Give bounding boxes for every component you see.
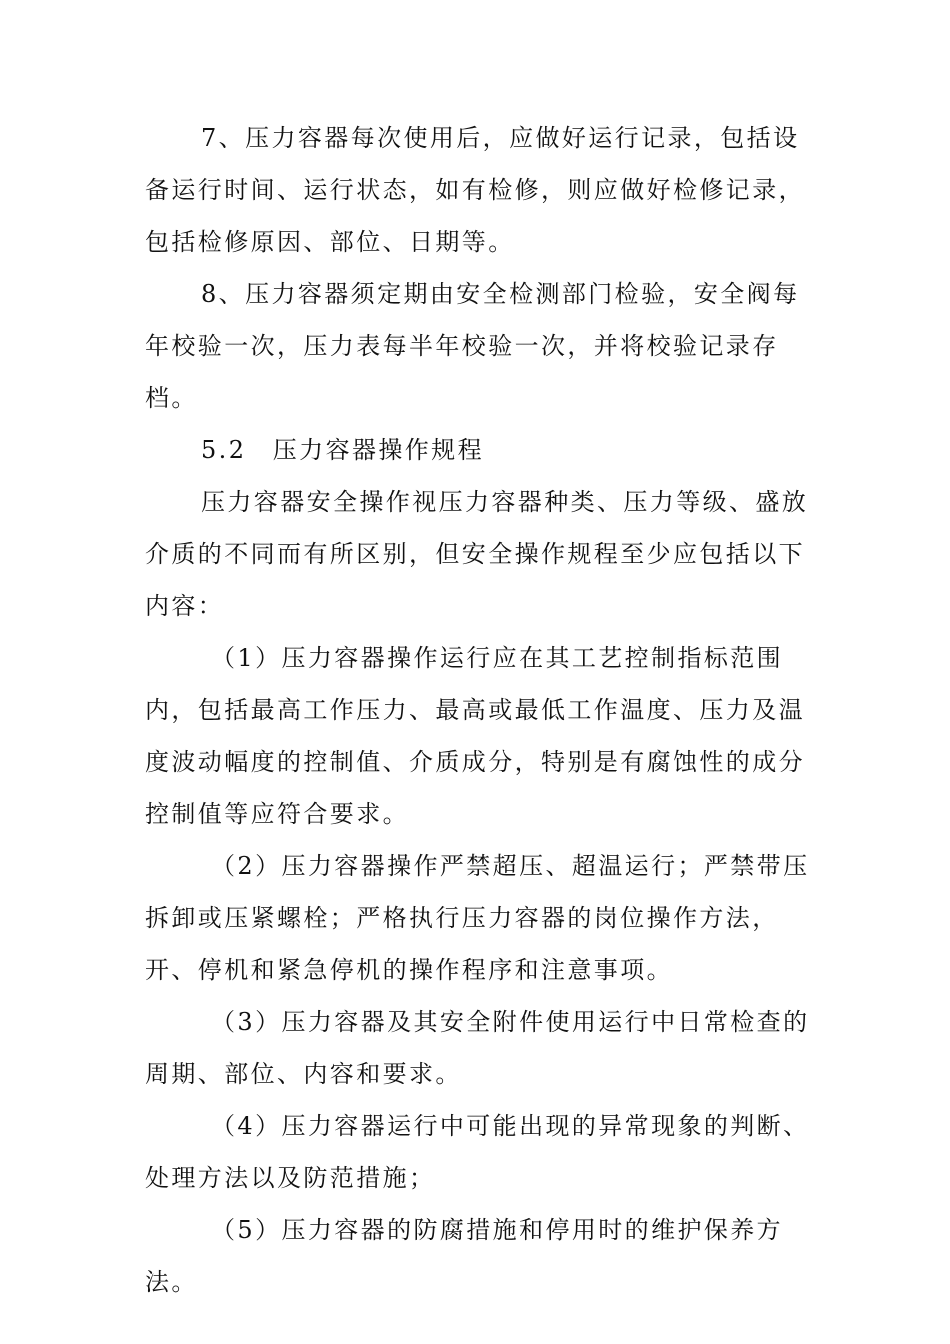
paragraph-item-8: 8、压力容器须定期由安全检测部门检验，安全阀每年校验一次，压力表每半年校验一次，并将校验记录存档。 — [145, 280, 800, 412]
list-item-2: （2）压力容器操作严禁超压、超温运行；严禁带压拆卸或压紧螺栓；严格执行压力容器的岗位操作方法，开、停机和紧急停机的操作程序和注意事项。 — [145, 852, 810, 984]
list-item-4: （4）压力容器运行中可能出现的异常现象的判断、处理方法以及防范措施； — [145, 1112, 810, 1192]
section-heading-5-2: 5.2 压力容器操作规程 — [201, 436, 484, 464]
paragraph-intro: 压力容器安全操作视压力容器种类、压力等级、盛放介质的不同而有所区别，但安全操作规程至少应包括以下内容： — [145, 488, 809, 620]
list-item-3: （3）压力容器及其安全附件使用运行中日常检查的周期、部位、内容和要求。 — [145, 1008, 810, 1088]
document-body — [145, 112, 815, 1308]
list-item-5: （5）压力容器的防腐措施和停用时的维护保养方法。 — [145, 1216, 784, 1296]
list-item-1: （1）压力容器操作运行应在其工艺控制指标范围内，包括最高工作压力、最高或最低工作温度、压力及温度波动幅度的控制值、介质成分，特别是有腐蚀性的成分控制值等应符合要求。 — [145, 644, 805, 828]
paragraph-item-7: 7、压力容器每次使用后，应做好运行记录，包括设备运行时间、运行状态，如有检修，则应做好检修记录，包括检修原因、部位、日期等。 — [145, 124, 805, 256]
